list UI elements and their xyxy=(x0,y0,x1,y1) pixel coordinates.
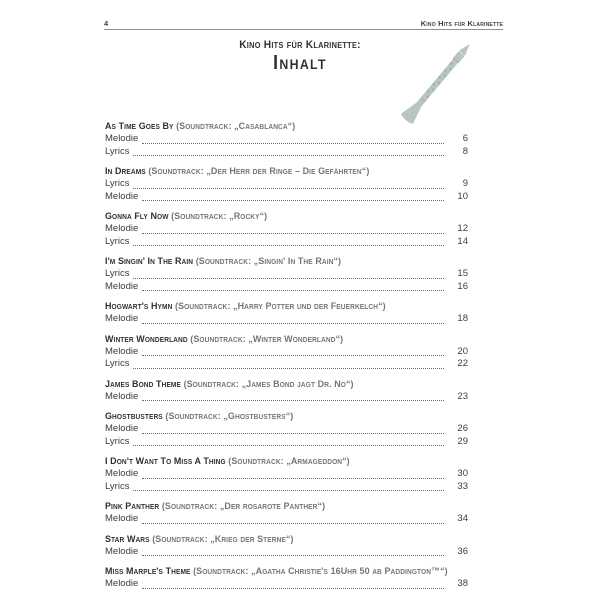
toc-row xyxy=(105,513,468,526)
toc-list xyxy=(105,120,468,598)
dots-leader xyxy=(133,245,444,246)
toc-page-number: 18 xyxy=(457,313,468,324)
soundtrack-label: (Soundtrack: „Harry Potter und der Feuerkelch“) xyxy=(172,301,386,312)
toc-row-label: Melodie xyxy=(105,578,139,589)
toc-row xyxy=(105,268,468,281)
toc-page-number: 23 xyxy=(457,390,468,402)
toc-row xyxy=(105,423,468,436)
toc-row xyxy=(105,481,468,494)
soundtrack-label: (Soundtrack: „Der rosarote Panther“) xyxy=(159,501,326,512)
toc-row-label: Melodie xyxy=(105,223,139,234)
toc-entry xyxy=(105,565,468,591)
toc-page-number: 10 xyxy=(457,190,468,202)
toc-entry xyxy=(105,455,468,493)
toc-row xyxy=(105,236,468,249)
song-title: Star Wars xyxy=(105,533,150,545)
toc-row xyxy=(105,391,468,404)
soundtrack-label: (Soundtrack: „Krieg der Sterne“) xyxy=(149,533,294,545)
toc-entry-title-line xyxy=(105,533,446,546)
dots-leader xyxy=(142,523,444,524)
toc-entry-title-line xyxy=(105,255,446,268)
toc-row-label: Lyrics xyxy=(105,145,130,157)
dots-leader xyxy=(142,355,444,356)
dots-leader xyxy=(142,555,444,556)
toc-page-number: 36 xyxy=(457,545,468,557)
toc-row-label: Melodie xyxy=(105,513,139,524)
toc-row-label: Melodie xyxy=(105,390,139,402)
toc-entry xyxy=(105,333,468,371)
toc-entry-title-line xyxy=(105,165,446,178)
toc-row-label: Lyrics xyxy=(105,358,130,369)
toc-row-label: Melodie xyxy=(105,423,139,434)
toc-row xyxy=(105,178,468,191)
toc-row-label: Lyrics xyxy=(105,435,130,447)
series-title: Kino Hits für Klarinette: xyxy=(239,39,361,51)
toc-page-number: 33 xyxy=(457,480,468,492)
soundtrack-label: (Soundtrack: „Der Herr der Ringe – Die Gefährten“) xyxy=(145,166,370,177)
song-title: Hogwart's Hymn xyxy=(105,301,173,312)
toc-entry-title-line xyxy=(105,333,446,346)
running-header-title: Kino Hits für Klarinette xyxy=(420,19,503,28)
toc-row xyxy=(105,436,468,449)
toc-entry-title-line xyxy=(105,565,446,578)
page-title: Inhalt xyxy=(273,52,327,74)
toc-entry xyxy=(105,210,468,248)
title-block xyxy=(0,39,600,75)
dots-leader xyxy=(142,588,444,589)
song-title: Ghostbusters xyxy=(105,411,163,422)
song-title: Pink Panther xyxy=(105,501,160,512)
toc-row xyxy=(105,313,468,326)
toc-page-number: 9 xyxy=(462,178,468,189)
toc-row xyxy=(105,281,468,294)
toc-page-number: 29 xyxy=(457,435,468,447)
dots-leader xyxy=(142,433,444,434)
toc-row-label: Melodie xyxy=(105,133,139,144)
dots-leader xyxy=(133,368,444,369)
toc-entry-title-line xyxy=(105,120,446,133)
song-title: In Dreams xyxy=(105,166,146,177)
toc-row-label: Lyrics xyxy=(105,480,130,492)
toc-entry xyxy=(105,165,468,203)
toc-page-number: 15 xyxy=(457,268,468,279)
song-title: James Bond Theme xyxy=(105,378,181,390)
dots-leader xyxy=(142,143,444,144)
dots-leader xyxy=(142,478,444,479)
soundtrack-label: (Soundtrack: „Agatha Christie's 16Uhr 50 ab Paddington™“) xyxy=(190,566,448,577)
toc-row-label: Lyrics xyxy=(105,235,130,247)
soundtrack-label: (Soundtrack: „Singin' In The Rain“) xyxy=(193,256,342,267)
toc-entry xyxy=(105,300,468,326)
toc-row xyxy=(105,578,468,591)
toc-page-number: 12 xyxy=(457,223,468,234)
song-title: I'm Singin' In The Rain xyxy=(105,256,194,267)
dots-leader xyxy=(142,290,444,291)
dots-leader xyxy=(142,323,444,324)
page-number: 4 xyxy=(104,19,109,28)
toc-page-number: 34 xyxy=(457,513,468,524)
toc-row-label: Melodie xyxy=(105,468,139,479)
song-title: Winter Wonderland xyxy=(105,333,188,345)
running-header xyxy=(104,19,503,30)
toc-page-number: 16 xyxy=(457,280,468,292)
toc-row xyxy=(105,191,468,204)
song-title: I Don't Want To Miss A Thing xyxy=(105,456,226,467)
toc-row-label: Melodie xyxy=(105,345,139,357)
song-title: Gonna Fly Now xyxy=(105,211,169,222)
dots-leader xyxy=(133,278,444,279)
dots-leader xyxy=(142,200,444,201)
toc-row-label: Melodie xyxy=(105,313,139,324)
toc-entry-title-line xyxy=(105,455,446,468)
toc-page-number: 38 xyxy=(457,578,468,589)
toc-row xyxy=(105,146,468,159)
toc-row xyxy=(105,223,468,236)
dots-leader xyxy=(133,188,444,189)
toc-entry xyxy=(105,500,468,526)
toc-entry xyxy=(105,533,468,559)
toc-entry xyxy=(105,410,468,448)
toc-page-number: 22 xyxy=(457,358,468,369)
dots-leader xyxy=(142,233,444,234)
toc-row-label: Melodie xyxy=(105,280,139,292)
toc-entry xyxy=(105,378,468,404)
song-title: Miss Marple's Theme xyxy=(105,566,191,577)
toc-page-number: 30 xyxy=(457,468,468,479)
dots-leader xyxy=(133,155,444,156)
toc-page-number: 14 xyxy=(457,235,468,247)
toc-page-number: 6 xyxy=(462,133,468,144)
toc-entry xyxy=(105,255,468,293)
soundtrack-label: (Soundtrack: „Winter Wonderland“) xyxy=(187,333,344,345)
toc-entry-title-line xyxy=(105,378,446,391)
soundtrack-label: (Soundtrack: „Casablanca“) xyxy=(173,121,296,132)
toc-entry-title-line xyxy=(105,410,446,423)
soundtrack-label: (Soundtrack: „Rocky“) xyxy=(168,211,268,222)
toc-row-label: Melodie xyxy=(105,545,139,557)
toc-row-label: Lyrics xyxy=(105,178,130,189)
toc-row xyxy=(105,358,468,371)
toc-row xyxy=(105,346,468,359)
toc-entry-title-line xyxy=(105,500,446,513)
soundtrack-label: (Soundtrack: „James Bond jagt Dr. No“) xyxy=(180,378,354,390)
toc-row xyxy=(105,133,468,146)
toc-row xyxy=(105,546,468,559)
toc-entry-title-line xyxy=(105,210,446,223)
toc-page-number: 8 xyxy=(462,145,468,157)
toc-row xyxy=(105,468,468,481)
toc-row-label: Lyrics xyxy=(105,268,130,279)
toc-page-number: 26 xyxy=(457,423,468,434)
toc-page-number: 20 xyxy=(457,345,468,357)
dots-leader xyxy=(133,490,444,491)
soundtrack-label: (Soundtrack: „Armageddon“) xyxy=(225,456,350,467)
song-title: As Time Goes By xyxy=(105,121,174,132)
dots-leader xyxy=(142,400,444,401)
dots-leader xyxy=(133,445,444,446)
toc-row-label: Melodie xyxy=(105,190,139,202)
soundtrack-label: (Soundtrack: „Ghostbusters“) xyxy=(162,411,294,422)
toc-entry-title-line xyxy=(105,300,446,313)
toc-entry xyxy=(105,120,468,158)
